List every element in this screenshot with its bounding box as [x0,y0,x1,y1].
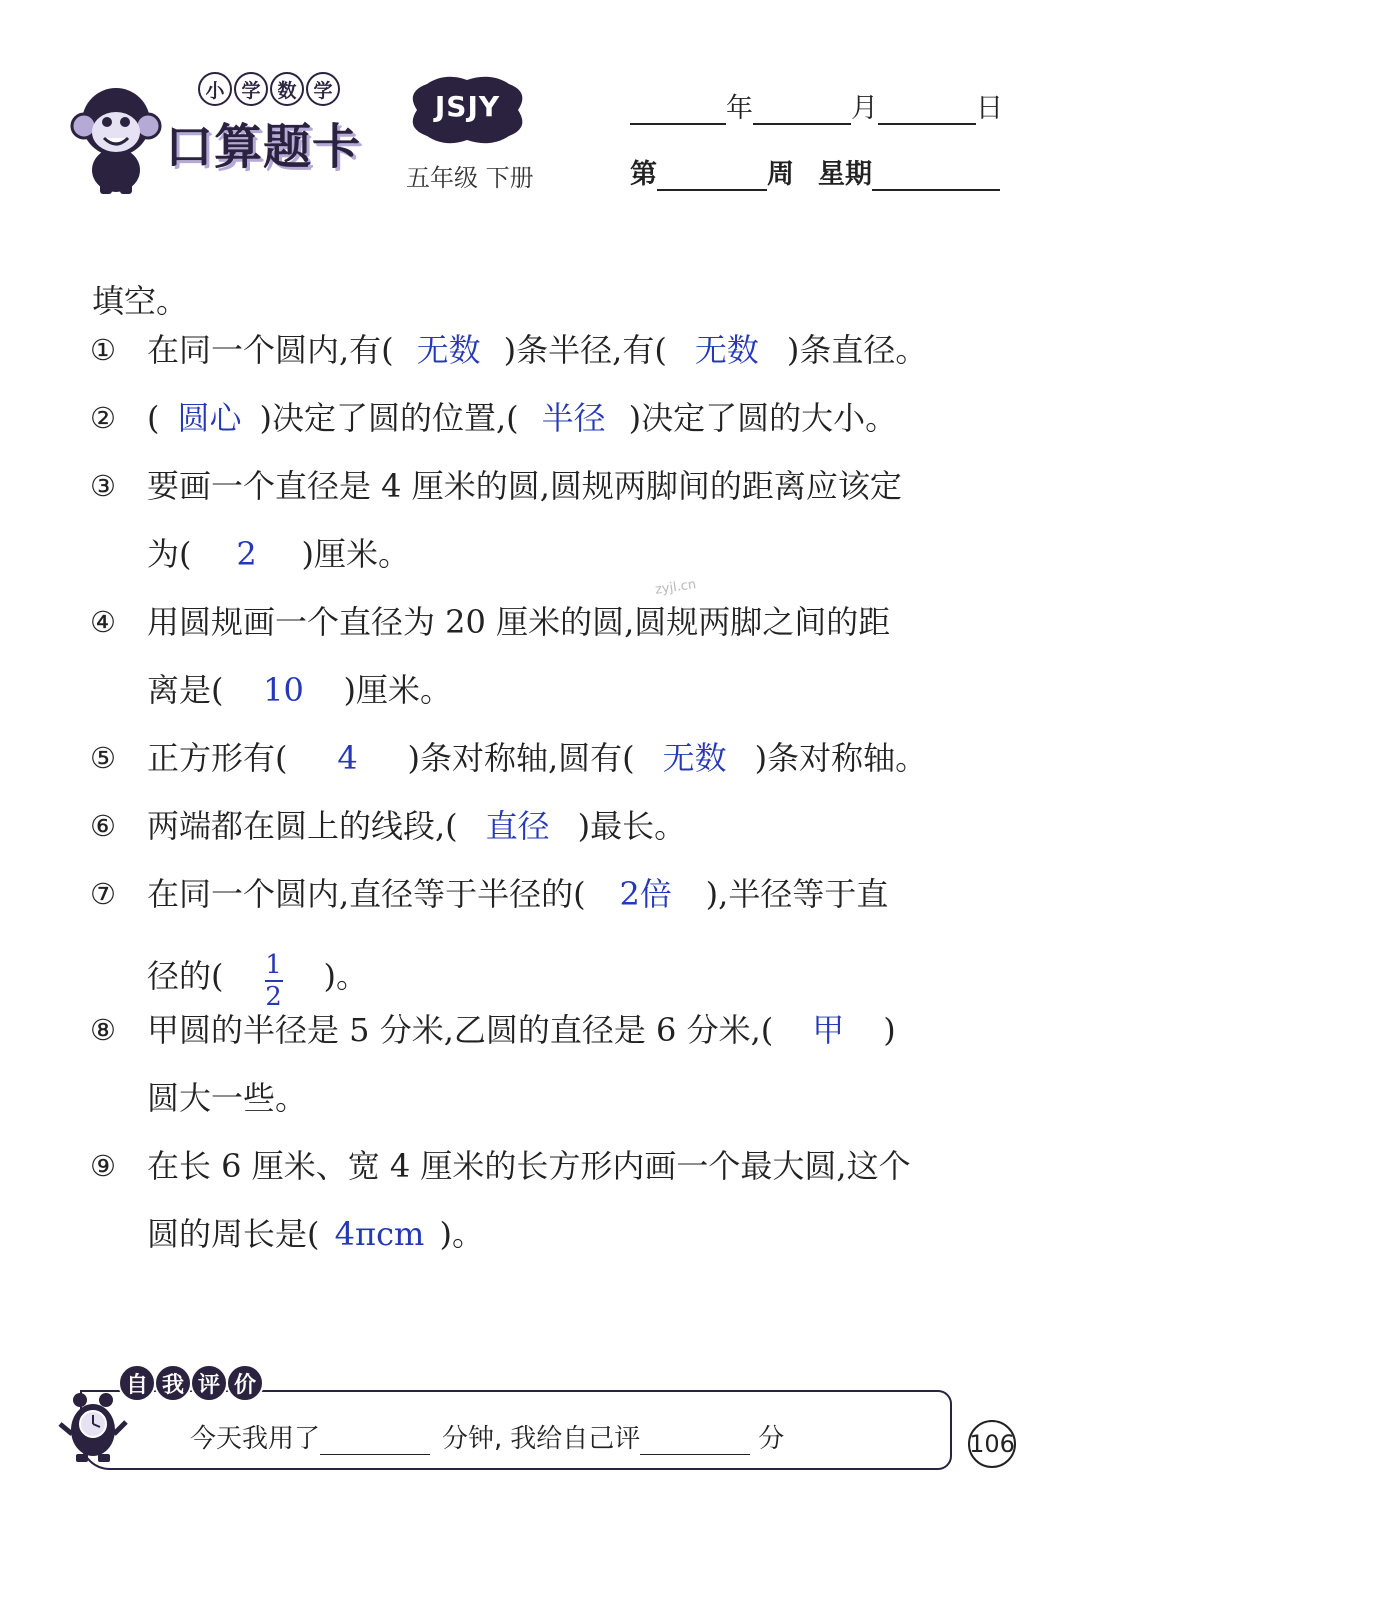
question-3-line1 [147,466,902,506]
question-5 [147,738,927,778]
question-number: ⑦ [90,877,116,911]
answer: 半径 [541,399,606,437]
question-text: 两端都在圆上的线段,( [147,807,458,845]
exercise-title: 填空。 [92,282,189,320]
day-label: 日 [976,93,1003,124]
question-number: ⑨ [90,1149,116,1183]
page-number: 106 [968,1420,1016,1468]
self-evaluation-label [118,1364,262,1402]
question-text: ( [147,399,160,437]
question-text: 圆大一些。 [147,1079,308,1117]
question-text: 用圆规画一个直径为 20 厘米的圆,圆规两脚之间的距 [147,603,891,641]
minutes-label: 分钟, [442,1424,503,1454]
question-4-line1 [147,602,890,642]
question-text: )条对称轴。 [754,739,928,777]
self-eval-char: 我 [154,1364,192,1402]
question-number: ② [90,401,116,435]
badge-label: JSJY [434,90,501,123]
answer: 圆心 [177,399,242,437]
question-8-line2 [147,1078,307,1118]
fraction-numerator: 1 [265,950,282,980]
used-time-label: 今天我用了 [190,1424,321,1454]
question-number: ④ [90,605,116,639]
self-eval-char: 自 [118,1364,156,1402]
question-number: ③ [90,469,116,503]
question-7-line2 [147,942,368,1010]
question-9-line1 [147,1146,911,1186]
self-eval-char: 评 [190,1364,228,1402]
question-1 [147,330,927,370]
question-number: ① [90,333,116,367]
question-text: )决定了圆的位置,( [259,399,519,437]
brand-subtitle [198,72,340,106]
answer: 直径 [485,807,550,845]
question-2 [147,398,897,438]
day-blank [878,93,976,125]
question-text: )厘米。 [343,671,452,709]
question-text: )条半径,有( [503,331,667,369]
rate-label: 我给自己评 [510,1424,641,1454]
date-line [630,86,1003,125]
weekday-blank [872,159,1000,191]
question-text: 离是( [147,671,224,709]
answer: 甲 [812,1011,845,1049]
score-unit: 分 [758,1424,785,1454]
week-blank [657,159,767,191]
week-suffix: 周 [767,159,794,190]
score-blank [640,1428,750,1455]
question-text: )。 [439,1215,484,1253]
question-number: ⑧ [90,1013,116,1047]
fraction-denominator: 2 [265,982,282,1012]
question-text: 圆的周长是( [147,1215,320,1253]
question-text: 甲圆的半径是 5 分米,乙圆的直径是 6 分米,( [147,1011,774,1049]
weekday-label: 星期 [818,159,872,190]
month-label: 月 [851,93,878,124]
brand-char: 学 [234,72,268,106]
brand-title: 口算题卡 [165,119,362,175]
brand-char: 数 [270,72,304,106]
question-4-line2 [147,670,452,710]
answer: 无数 [416,331,481,369]
question-text: 为( [147,535,192,573]
answer: 2 [236,535,257,573]
answer: 无数 [662,739,727,777]
brand-char: 小 [198,72,232,106]
question-text: 径的( [147,957,224,995]
question-text: ) [883,1011,896,1049]
question-9-line2 [147,1214,484,1254]
answer: 4 [337,739,358,777]
year-label: 年 [726,93,753,124]
month-blank [753,93,851,125]
question-3-line2 [147,534,410,574]
question-6 [147,806,686,846]
question-text: )条对称轴,圆有( [407,739,635,777]
week-line [630,152,1000,191]
question-number: ⑥ [90,809,116,843]
question-text: 在同一个圆内,直径等于半径的( [147,875,586,913]
question-text: 要画一个直径是 4 厘米的圆,圆规两脚间的距离应该定 [147,467,902,505]
question-number: ⑤ [90,741,116,775]
answer: 10 [263,671,304,709]
question-7-line1 [147,874,888,914]
monkey-mascot-icon [70,78,162,196]
question-text: )决定了圆的大小。 [628,399,898,437]
question-text: ),半径等于直 [705,875,889,913]
question-text: )厘米。 [301,535,410,573]
grade-label: 五年级 下册 [406,164,534,192]
minutes-blank [320,1428,430,1455]
self-eval-char: 价 [226,1364,264,1402]
question-text: 在同一个圆内,有( [147,331,394,369]
question-text: )最长。 [577,807,687,845]
question-text: )。 [323,957,368,995]
watermark: zyjl.cn [654,577,698,598]
question-text: 正方形有( [147,739,288,777]
question-text: )条直径。 [786,331,928,369]
week-prefix: 第 [630,159,657,190]
answer: 无数 [694,331,759,369]
answer-fraction [265,952,283,1010]
answer: 2倍 [619,875,672,913]
year-blank [630,93,726,125]
answer: 4πcm [334,1215,425,1253]
question-text: 在长 6 厘米、宽 4 厘米的长方形内画一个最大圆,这个 [147,1147,911,1185]
brand-char: 学 [306,72,340,106]
question-8-line1 [147,1010,896,1050]
self-evaluation-text [190,1418,784,1455]
